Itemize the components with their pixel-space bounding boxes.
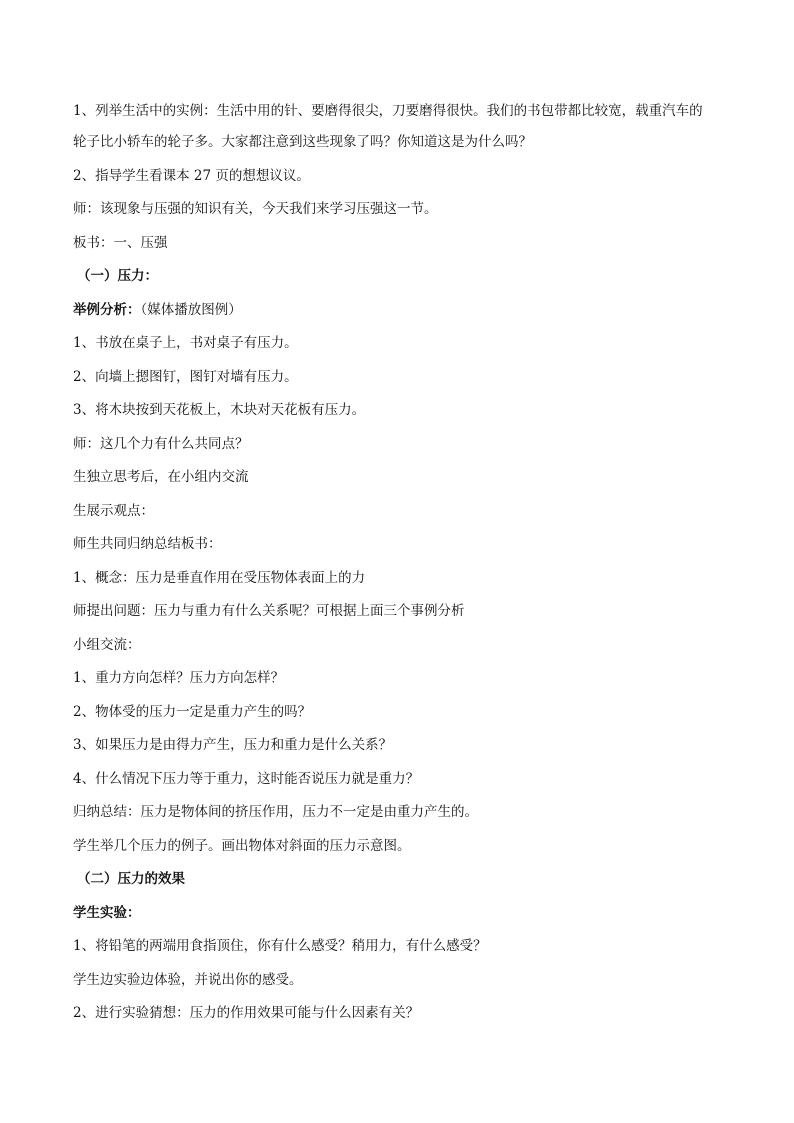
list-item-question-1: 1、重力方向怎样？压力方向怎样？ [73,670,285,686]
list-item-question-3: 3、如果压力是由得力产生，压力和重力是什么关系？ [73,737,393,753]
paragraph-concept: 1、概念：压力是垂直作用在受压物体表面上的力 [73,569,366,586]
section-heading-pressure: （一）压力： [77,268,158,284]
paragraph-student-think: 生独立思考后，在小组内交流 [73,469,249,485]
list-item-question-4: 4、什么情况下压力等于重力，这时能否说压力就是重力？ [73,770,420,787]
paragraph-board-title: 板书：一、压强 [73,234,168,251]
paragraph-teacher-question: 师：这几个力有什么共同点？ [73,435,249,452]
paragraph-student-experience: 学生边实验边体验，并说出你的感受。 [73,971,303,988]
list-item-example-2: 2、向墙上摁图钉，图钉对墙有压力。 [73,368,298,385]
paragraph-intro-line-2: 轮子比小轿车的轮子多。大家都注意到这些现象了吗？你知道这是为什么吗？ [73,134,532,150]
section-heading-pressure-effect: （二）压力的效果 [77,871,185,887]
paragraph-guide: 2、指导学生看课本 27 页的想想议议。 [73,167,310,184]
list-item-example-1: 1、书放在桌子上，书对桌子有压力。 [73,335,298,351]
example-analysis-note: （媒体播放图例） [140,301,242,318]
paragraph-conclusion: 归纳总结：压力是物体间的挤压作用，压力不一定是由重力产生的。 [73,804,478,820]
paragraph-student-experiment-label: 学生实验： [73,904,141,921]
paragraph-intro-line-1: 1、列举生活中的实例：生活中用的针、要磨得很尖，刀要磨得很快。我们的书包带都比较宽，载重汽车的 [73,103,703,119]
paragraph-group-discussion: 小组交流： [73,636,141,653]
example-analysis-label: 举例分析： [73,301,141,318]
list-item-question-2: 2、物体受的压力一定是重力产生的吗？ [73,703,312,720]
paragraph-student-present: 生展示观点： [73,502,154,519]
paragraph-teacher-problem: 师提出问题：压力与重力有什么关系呢？可根据上面三个事例分析 [73,603,465,619]
list-item-example-3: 3、将木块按到天花板上，木块对天花板有压力。 [73,402,366,418]
list-item-experiment-2: 2、进行实验猜想：压力的作用效果可能与什么因素有关？ [73,1005,420,1021]
paragraph-student-examples: 学生举几个压力的例子。画出物体对斜面的压力示意图。 [73,837,411,854]
paragraph-example-analysis [73,300,754,320]
paragraph-summary-board: 师生共同归纳总结板书： [73,536,222,552]
list-item-experiment-1: 1、将铅笔的两端用食指顶住，你有什么感受？稍用力，有什么感受？ [73,938,487,954]
paragraph-teacher-intro: 师：该现象与压强的知识有关，今天我们来学习压强这一节。 [73,201,438,217]
